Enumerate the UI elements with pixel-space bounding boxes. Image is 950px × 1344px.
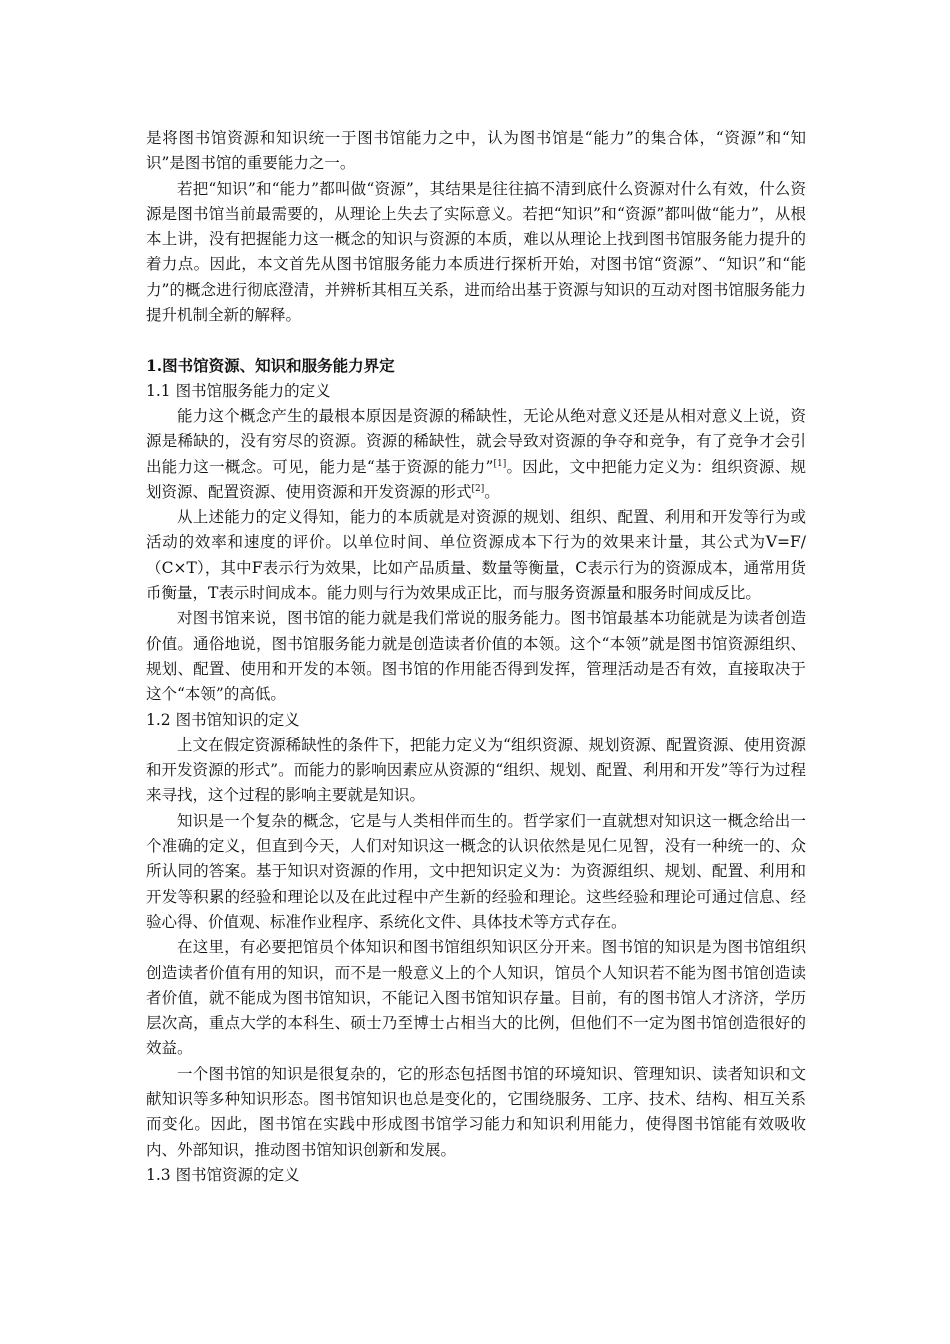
subsection-heading-1-2: 1.2 图书馆知识的定义 xyxy=(146,710,300,729)
paragraph-1-2-d: 一个图书馆的知识是很复杂的，它的形态包括图书馆的环境知识、管理知识、读者知识和文献知识等多种知识形态。图书馆知识也总是变化的，它围绕服务、工序、技术、结构、相互关系而变化。因此，图书馆在实践中形成图书馆学习能力和知识利用能力，使得图书馆能有效吸收内、外部知识，推动图书馆知识创新和发展。 xyxy=(146,1064,806,1159)
paragraph-continuation: 是将图书馆资源和知识统一于图书馆能力之中，认为图书馆是“能力”的集合体，“资源”和“知识”是图书馆的重要能力之一。 xyxy=(146,129,806,173)
citation-ref: [2] xyxy=(471,483,485,494)
paragraph-text: 能力这个概念产生的最根本原因是资源的稀缺性，无论从绝对意义还是从相对意义上说，资源是稀缺的，没有穷尽的资源。资源的稀缺性，就会导致对资源的争夺和竞争，有了竞争才会引出能力这一概念。可见，能力是“基于资源的能力” xyxy=(146,406,806,476)
paragraph-1-1-a xyxy=(146,404,806,505)
paragraph-text: 。 xyxy=(484,482,500,501)
subsection-heading-1-3: 1.3 图书馆资源的定义 xyxy=(146,1165,300,1184)
paragraph-intro: 若把“知识”和“能力”都叫做“资源”，其结果是往往搞不清到底什么资源对什么有效，什么资源是图书馆当前最需要的，从理论上失去了实际意义。若把“知识”和“资源”都叫做“能力”，从根本上讲，没有把握能力这一概念的知识与资源的本质，难以从理论上找到图书馆服务能力提升的着力点。因此，本文首先从图书馆服务能力本质进行探析开始，对图书馆“资源”、“知识”和“能力”的概念进行彻底澄清，并辨析其相互关系，进而给出基于资源与知识的互动对图书馆服务能力提升机制全新的解释。 xyxy=(146,179,806,325)
paragraph-1-1-b: 从上述能力的定义得知，能力的本质就是对资源的规划、组织、配置、利用和开发等行为或活动的效率和速度的评价。以单位时间、单位资源成本下行为的效果来计量，其公式为V=F/（C×T），其中F表示行为效果，比如产品质量、数量等衡量，C表示行为的资源成本，通常用货币衡量，T表示时间成本。能力则与行为效果成正比，而与服务资源量和服务时间成反比。 xyxy=(146,508,806,603)
section-heading-1: 1.图书馆资源、知识和服务能力界定 xyxy=(146,356,395,376)
paragraph-text: 。因此，文中把能力定义为：组织资源、规划资源、配置资源、使用资源和开发资源的形式 xyxy=(146,457,806,501)
paragraph-1-2-b: 知识是一个复杂的概念，它是与人类相伴而生的。哲学家们一直就想对知识这一概念给出一个准确的定义，但直到今天，人们对知识这一概念的认识依然是见仁见智，没有一种统一的、众所认同的答案。基于知识对资源的作用，文中把知识定义为：为资源组织、规划、配置、利用和开发等积累的经验和理论以及在此过程中产生新的经验和理论。这些经验和理论可通过信息、经验心得、价值观、标准作业程序、系统化文件、具体技术等方式存在。 xyxy=(146,811,806,931)
paragraph-1-2-c: 在这里，有必要把馆员个体知识和图书馆组织知识区分开来。图书馆的知识是为图书馆组织创造读者价值有用的知识，而不是一般意义上的个人知识，馆员个人知识若不能为图书馆创造读者价值，就不能成为图书馆知识，不能记入图书馆知识存量。目前，有的图书馆人才济济，学历层次高，重点大学的本科生、硕士乃至博士占相当大的比例，但他们不一定为图书馆创造很好的效益。 xyxy=(146,938,806,1058)
subsection-heading-1-1: 1.1 图书馆服务能力的定义 xyxy=(146,381,331,400)
paragraph-1-2-a: 上文在假定资源稀缺性的条件下，把能力定义为“组织资源、规划资源、配置资源、使用资源和开发资源的形式”。而能力的影响因素应从资源的“组织、规划、配置、利用和开发”等行为过程来寻找，这个过程的影响主要就是知识。 xyxy=(146,735,806,805)
citation-ref: [1] xyxy=(493,458,507,469)
document-page xyxy=(146,126,806,1188)
paragraph-1-1-c: 对图书馆来说，图书馆的能力就是我们常说的服务能力。图书馆最基本功能就是为读者创造价值。通俗地说，图书馆服务能力就是创造读者价值的本领。这个“本领”就是图书馆资源组织、规划、配置、使用和开发的本领。图书馆的作用能否得到发挥，管理活动是否有效，直接取决于这个“本领”的高低。 xyxy=(146,609,806,704)
